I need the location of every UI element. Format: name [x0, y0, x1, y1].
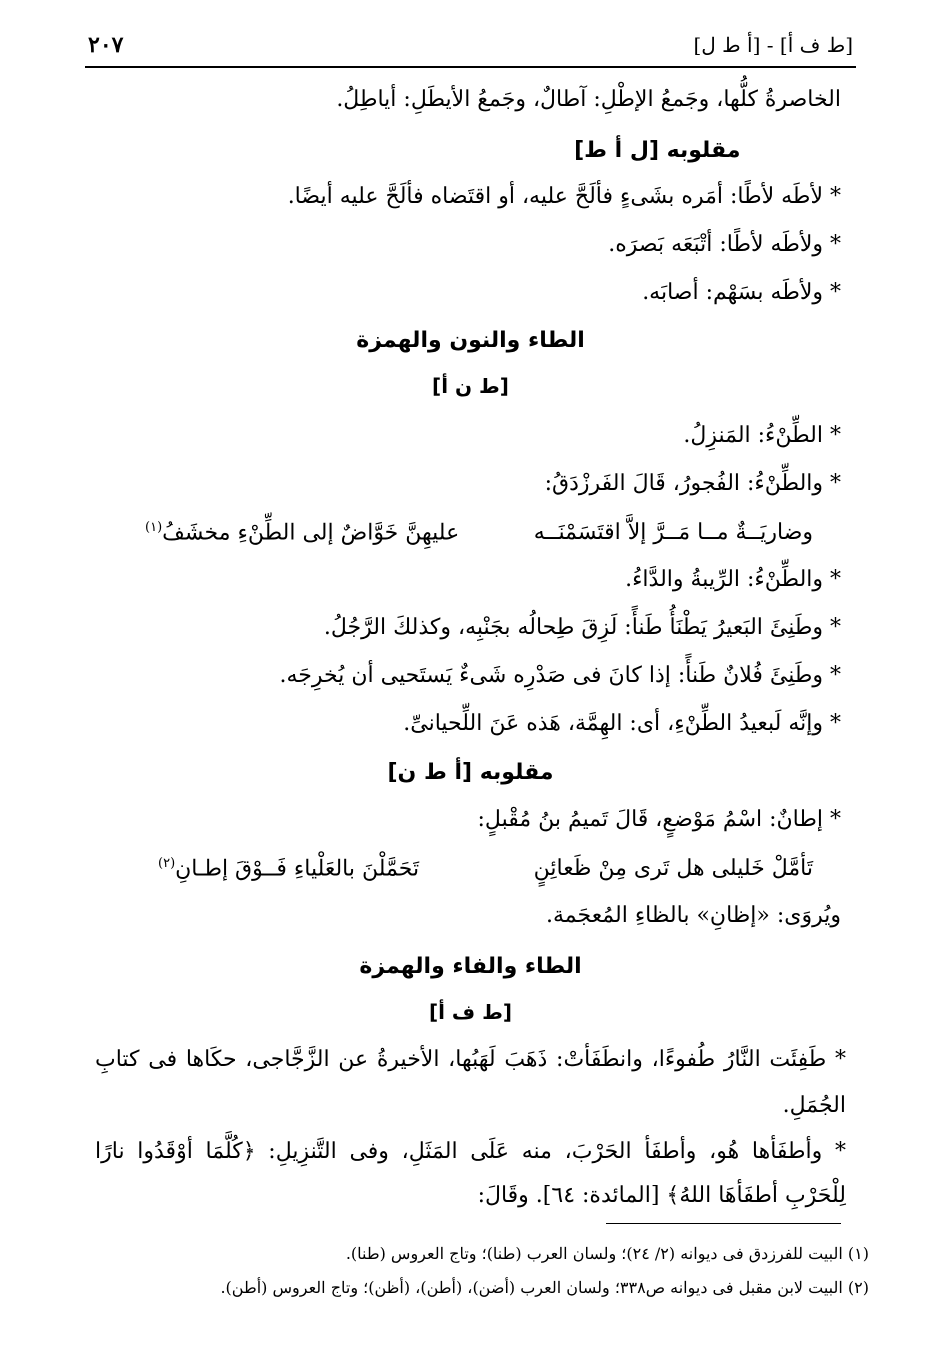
entry-line: * وإنَّه لَبعيدُ الطِّنْءِ، أى: الهِمَّة، هَذه عَنَ اللِّحيانىِّ.: [403, 711, 841, 736]
page-header: [88, 28, 853, 62]
footnote-2: (٢) البيت لابن مقبل فى ديوانه ص٣٣٨؛ ولسان العرب (أضن)، (أطن)، (أظن)؛ وتاج العروس (أطن).: [220, 1278, 869, 1297]
header-rule: [85, 66, 856, 68]
verse-hemistich-2: [145, 520, 459, 545]
footnote-rule: [606, 1223, 841, 1224]
entry-line: * لأطَه لأطًا: أمَره بشَىءٍ فألَحَّ عليه، أو اقتَضاه فألَحَّ عليه أيضًا.: [287, 184, 841, 209]
entry-line: * والطِّنْءُ: الفُجورُ، قَالَ الفَرزْدَقُ:: [544, 471, 841, 496]
entry-line: * ولأطَه لأطًا: أتْبَعَه بَصرَه.: [608, 232, 841, 257]
entry-line: * إطانٌ: اسْمُ مَوْضعٍ، قَالَ تَميمُ بنُ مُقْبلٍ:: [477, 807, 841, 832]
text-line: الخاصرةُ كلُّها، وجَمعُ الإطْلِ: آطالٌ، وجَمعُ الأيطَلِ: أياطِلُ.: [336, 87, 841, 112]
verse-hemistich-1: وضاريَــةٌ مــا مَــرَّ إلاَّ اقتَسَمْنَــه: [533, 520, 813, 545]
section-heading: مقلوبه [أ ط ن]: [387, 760, 554, 785]
footnote-ref: (١): [145, 520, 163, 535]
section-heading: الطاء والنون والهمزة: [356, 328, 585, 353]
entry-line: * ولأطَه بسَهْم: أصابَه.: [642, 280, 841, 305]
entry-line: * وأطفَأها هُو، وأطفَأ الحَرْبَ، منه عَلَى المَثَلِ، وفى التَّنزِيلِ: ﴿كُلَّمَا أوْقَدُوا نارًا: [95, 1139, 846, 1164]
section-heading: مقلوبه [ل أ ط]: [574, 138, 741, 163]
section-heading: الطاء والفاء والهمزة: [359, 954, 582, 979]
section-root: [ط ف أ]: [428, 1000, 513, 1024]
entry-line: الجُمَلِ.: [782, 1093, 846, 1118]
entry-line: * الطِّنْءُ: المَنزِلُ.: [683, 423, 841, 448]
verse-hemistich-1: تَأمَّلْ خَليلى هل تَرى مِنْ ظَعائِنٍ: [533, 856, 813, 881]
entry-line: * وطَنِئَ فُلانٌ طَنأً: إذا كانَ فى صَدْرِه شَىءٌ يَستَحيى أن يُخرِجَه.: [279, 663, 841, 688]
verse-text: عليهِنَّ خَوَّاضٌ إلى الطِّنْءِ مخشَفُ: [162, 520, 460, 546]
entry-line: * وطَنِئَ البَعيرُ يَطْنَأُ طَنأً: لَزِقَ طِحالُه بجَنْبِه، وكذلكَ الرَّجُلُ.: [323, 615, 841, 640]
entry-line: * طَفِئَت النَّارُ طُفوءًا، وانطَفَأتْ: ذَهَبَ لَهَبُها، الأخيرةُ عن الزَّجَّاجى، حكَاها فى كتابِ: [95, 1047, 846, 1072]
page-number: ٢٠٧: [88, 32, 124, 58]
entry-line: ويُروَى: «إظانِ» بالظاءِ المُعجَمة.: [545, 903, 841, 928]
section-root: [ط ن أ]: [432, 374, 509, 398]
entry-line: * والطِّنْءُ: الرِّيبةُ والدَّاءُ.: [625, 567, 841, 592]
footnote-ref: (٢): [158, 856, 176, 871]
entry-line: لِلْحَرْبِ أطفَأهَا اللهُ﴾ [المائدة: ٦٤]. وقَالَ:: [477, 1183, 846, 1208]
verse-text: تَحَمَّلْنَ بالعَلْياءِ فَــوْقَ إطـانِ: [175, 856, 420, 882]
running-head: [أ ط ل] - [ط ف أ]: [693, 33, 853, 57]
verse-hemistich-2: [158, 856, 419, 881]
footnote-1: (١) البيت للفرزدق فى ديوانه (٢/ ٢٤)؛ ولسان العرب (طنا)؛ وتاج العروس (طنا).: [345, 1244, 869, 1263]
